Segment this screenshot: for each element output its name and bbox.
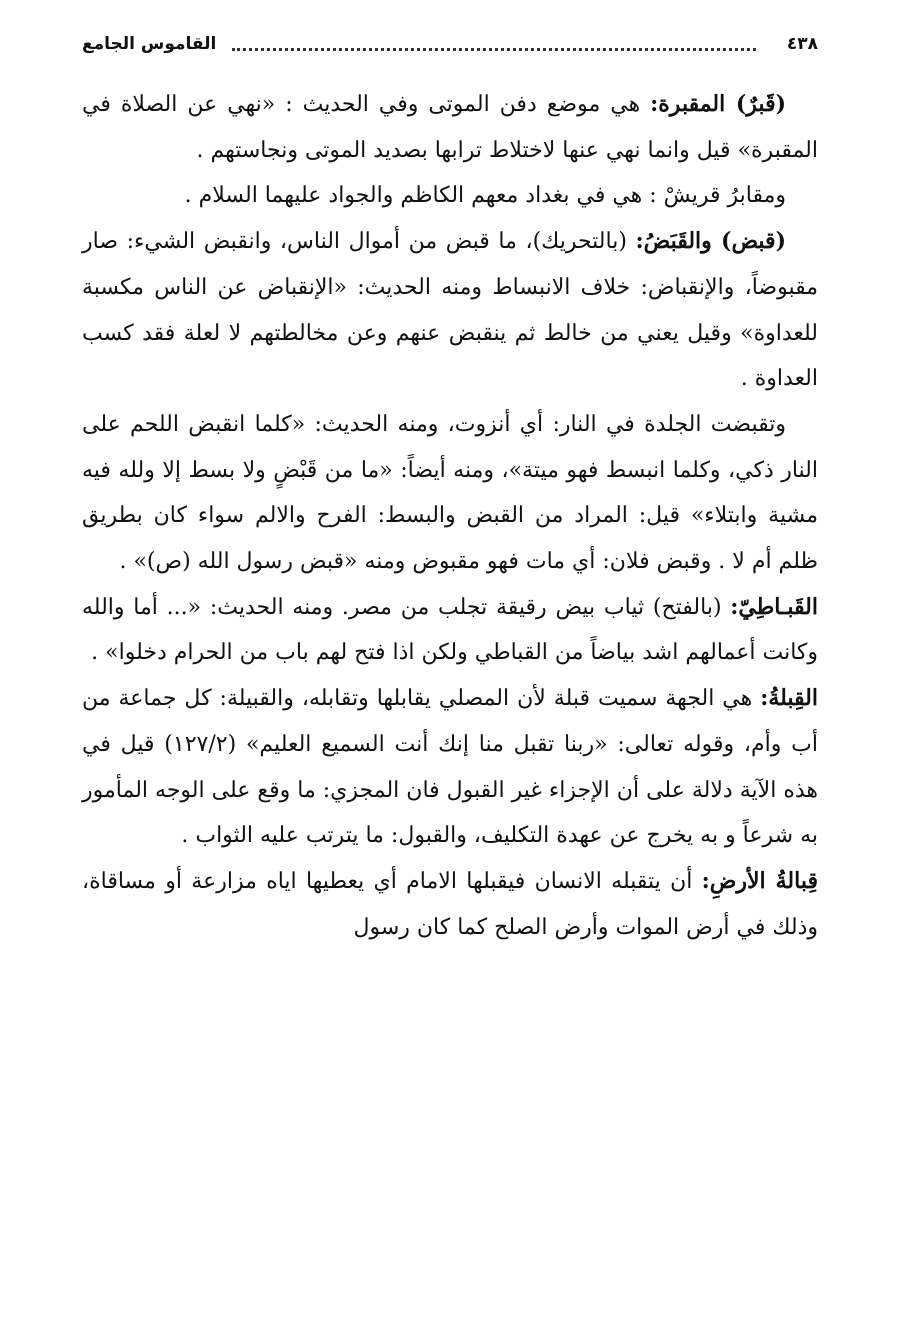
entry-taqabbadat (82, 402, 818, 585)
entry-body: هي الجهة سميت قبلة لأن المصلي يقابلها وتقابله، والقبيلة: كل جماعة من أب وأم، وقوله تعالى: «ربنا تقبل منا إنك أنت السميع العليم» (١٢٧/٢) قيل في هذه الآية دلالة على أن الإجزاء غير القبول فان المجزي: ما وقع على الوجه المأمور به شرعاً و به يخرج عن عهدة التكليف، والقبول: ما يترتب عليه الثواب . (82, 686, 818, 849)
entry-qibalat-al-ard (82, 859, 818, 950)
dictionary-text (82, 82, 818, 950)
entry-body: وتقبضت الجلدة في النار: أي أنزوت، ومنه الحديث: «كلما انقبض اللحم على النار ذكي، وكلما انبسط فهو ميتة»، ومنه أيضاً: «ما من قَبْضٍ ولا بسط إلا ولله فيه مشية وابتلاء» قيل: المراد من القبض والبسط: الفرح والالم سواء كان بطريق ظلم أم لا . وقبض فلان: أي مات فهو مقبوض ومنه «قبض رسول الله (ص)» . (82, 411, 818, 575)
entry-headword: (قَبرٌ) المقبرة: (650, 91, 786, 117)
entry-headword: القَبـاطِيّ: (730, 593, 818, 620)
page-header (82, 30, 818, 60)
entry-qabati (82, 585, 818, 676)
entry-body: أن يتقبله الانسان فيقبلها الامام أي يعطيها اياه مزارعة أو مساقاة، وذلك في أرض الموات وأرض الصلح كما كان رسول (82, 868, 818, 940)
entry-headword: القِبلةُ: (760, 685, 818, 712)
entry-body: ومقابرُ قريشْ : هي في بغداد معهم الكاظم والجواد عليهما السلام . (184, 183, 786, 209)
entry-qibla (82, 676, 818, 859)
entry-body: (بالتحريك)، ما قبض من أموال الناس، وانقبض الشيء: صار مقبوضاً، والإنقباض: خلاف الانبساط ومنه الحديث: «الإنقباض عن الناس مكسبة للعداوة» وقيل يعني من خالط ثم ينقبض عنهم وعن مخالطتهم لا لعلة فقد كسب العداوة . (82, 229, 818, 392)
page-number: ٤٣٨ (786, 34, 818, 54)
entry-body: هي موضع دفن الموتى وفي الحديث : «نهي عن الصلاة في المقبرة» قيل وانما نهي عنها لاختلاط ترابها بصديد الموتى ونجاستهم . (82, 92, 818, 163)
entry-maqabir-quraysh (82, 173, 818, 219)
entry-qabd (82, 219, 818, 402)
document-page (82, 30, 818, 950)
entry-qabr (82, 82, 818, 173)
running-title: القاموس الجامع (82, 34, 217, 54)
entry-body: (بالفتح) ثياب بيض رقيقة تجلب من مصر. ومنه الحديث: «... أما والله وكانت أعمالهم اشد بياضاً من القباطي ولكن اذا فتح لهم باب من الحرام دخلوا» . (82, 594, 818, 666)
entry-headword: (قبض) والقَبَضُ: (635, 228, 786, 255)
header-dotted-leader (232, 48, 756, 51)
entry-headword: قِبالةُ الأرضِ: (701, 867, 818, 894)
